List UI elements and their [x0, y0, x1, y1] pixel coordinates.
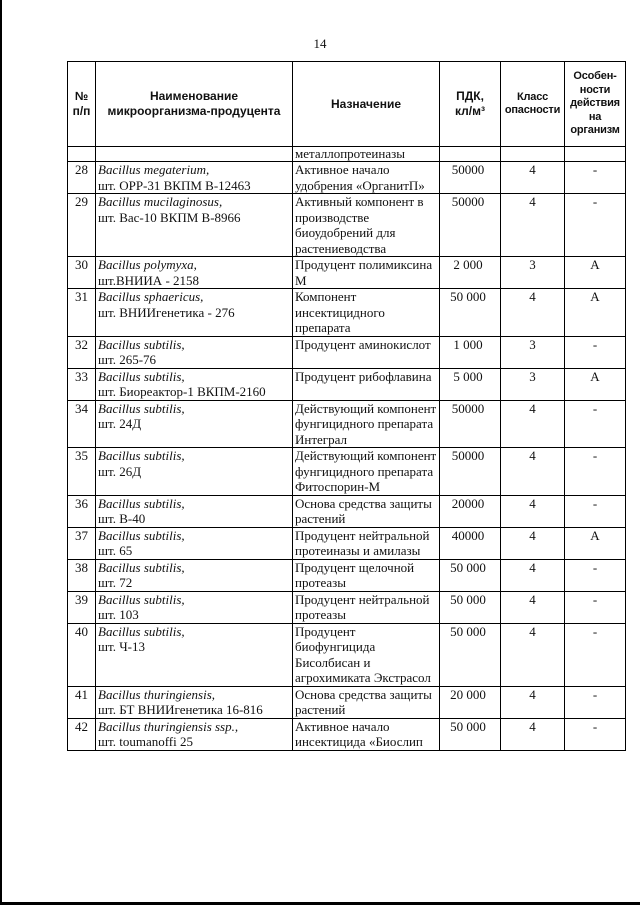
- microorganism-table: [67, 61, 626, 751]
- cell-number: 30: [68, 257, 96, 289]
- organism-species: Bacillus sphaericus,: [98, 289, 204, 304]
- cell-purpose: Продуцент нейтральной протеиназы и амилазы: [293, 527, 440, 559]
- table-row: [68, 495, 626, 527]
- header-pdk: ПДК, кл/м³: [440, 62, 501, 147]
- cell-purpose: Основа средства защиты растений: [293, 686, 440, 718]
- organism-strain: шт. Биореактор-1 ВКПМ-2160: [98, 384, 266, 399]
- cell-number: 38: [68, 559, 96, 591]
- cell-organism-name: [96, 591, 293, 623]
- organism-strain: шт. БТ ВНИИгенетика 16-816: [98, 702, 263, 717]
- organism-species: Bacillus subtilis,: [98, 336, 185, 352]
- table-row: [68, 686, 626, 718]
- cell-organism-name: [96, 400, 293, 448]
- organism-strain: шт. 24Д: [98, 416, 142, 431]
- organism-strain: шт. Вас-10 ВКПМ В-8966: [98, 209, 241, 225]
- table-row: [68, 559, 626, 591]
- organism-species: Bacillus thuringiensis ssp.,: [98, 718, 239, 734]
- cell-organism-name: [96, 623, 293, 686]
- cell-pdk: 1 000: [440, 336, 501, 368]
- organism-species: Bacillus subtilis,: [98, 591, 185, 607]
- cell-purpose: Основа средства защиты растений: [293, 495, 440, 527]
- organism-strain: шт. 72: [98, 575, 133, 590]
- cell-hazard-class: 4: [501, 718, 565, 750]
- organism-strain: шт.ВНИИА - 2158: [98, 272, 200, 288]
- table-row: [68, 623, 626, 686]
- table-row: [68, 289, 626, 337]
- cell-organism-name: [96, 686, 293, 718]
- cell-pdk: 50 000: [440, 289, 501, 337]
- cell-purpose: Продуцент щелочной протеазы: [293, 559, 440, 591]
- cell-number: 34: [68, 400, 96, 448]
- organism-species: Bacillus subtilis,: [98, 527, 185, 543]
- organism-species: Bacillus subtilis,: [98, 623, 185, 639]
- cell-features: -: [565, 559, 626, 591]
- cell-features: А: [565, 257, 626, 289]
- cell-features: А: [565, 527, 626, 559]
- organism-species: Bacillus megaterium,: [98, 162, 210, 177]
- cell-features: -: [565, 336, 626, 368]
- cell-purpose: Продуцент аминокислот: [293, 336, 440, 368]
- cell-organism-name: [96, 368, 293, 400]
- cell-hazard-class: 4: [501, 162, 565, 194]
- table-row: [68, 448, 626, 496]
- cell-pdk: 5 000: [440, 368, 501, 400]
- cell-purpose: Продуцент полимиксина М: [293, 257, 440, 289]
- cell-organism-name: [96, 718, 293, 750]
- organism-species: Bacillus subtilis,: [98, 495, 185, 511]
- cell-purpose: Активный компонент в производстве биоудобрений для растениеводства: [293, 194, 440, 257]
- table-row: [68, 257, 626, 289]
- continuation-row: [68, 147, 626, 162]
- organism-species: Bacillus subtilis,: [98, 448, 185, 463]
- organism-strain: шт. ВНИИгенетика - 276: [98, 304, 235, 320]
- cell-hazard-class: 4: [501, 194, 565, 257]
- cell-features: -: [565, 591, 626, 623]
- cell-hazard-class: 3: [501, 336, 565, 368]
- table-row: [68, 718, 626, 750]
- cell-purpose: Действующий компонент фунгицидного препарата Фитоспорин-М: [293, 448, 440, 496]
- cell-pdk: 50 000: [440, 623, 501, 686]
- cell-hazard-class: 4: [501, 448, 565, 496]
- cell-purpose: Активное начало инсектицида «Биослип: [293, 718, 440, 750]
- cell-pdk: 50000: [440, 194, 501, 257]
- cell-hazard-class: 4: [501, 591, 565, 623]
- table-row: [68, 400, 626, 448]
- organism-species: Bacillus polymyxa,: [98, 257, 197, 272]
- scan-edge-left: [0, 0, 2, 905]
- header-num: № п/п: [68, 62, 96, 147]
- table-row: [68, 162, 626, 194]
- cell-number: 36: [68, 495, 96, 527]
- cell-purpose: Действующий компонент фунгицидного препарата Интеграл: [293, 400, 440, 448]
- cell-features: А: [565, 368, 626, 400]
- cell-features: -: [565, 495, 626, 527]
- header-purpose: Назначение: [293, 62, 440, 147]
- cell-hazard-class: 3: [501, 257, 565, 289]
- cell-number: 39: [68, 591, 96, 623]
- cell-number: 35: [68, 448, 96, 496]
- table-row: [68, 591, 626, 623]
- table-row: [68, 194, 626, 257]
- header-features: Особен- ности действия на организм: [565, 62, 626, 147]
- cell-purpose: Компонент инсектицидного препарата: [293, 289, 440, 337]
- cell-features: -: [565, 448, 626, 496]
- cell-number: 32: [68, 336, 96, 368]
- cell-number: 42: [68, 718, 96, 750]
- cell-pdk: 50 000: [440, 559, 501, 591]
- cell-organism-name: [96, 194, 293, 257]
- organism-strain: шт. 26Д: [98, 463, 142, 479]
- organism-strain: шт. В-40: [98, 511, 146, 526]
- cell-hazard-class: 3: [501, 368, 565, 400]
- cell-features: -: [565, 194, 626, 257]
- cell-organism-name: [96, 495, 293, 527]
- cell-pdk: 20 000: [440, 686, 501, 718]
- cell-number: 37: [68, 527, 96, 559]
- organism-species: Bacillus subtilis,: [98, 368, 185, 384]
- table-row: [68, 368, 626, 400]
- cell-number: 29: [68, 194, 96, 257]
- cell-pdk: 50 000: [440, 591, 501, 623]
- organism-strain: шт. 103: [98, 607, 139, 622]
- cell-pdk: 50000: [440, 448, 501, 496]
- cell-pdk: 50000: [440, 162, 501, 194]
- organism-strain: шт. 65: [98, 543, 133, 558]
- cell-features: -: [565, 162, 626, 194]
- cell-number: 31: [68, 289, 96, 337]
- organism-species: Bacillus subtilis,: [98, 559, 185, 575]
- cell-organism-name: [96, 289, 293, 337]
- cell-pdk: 50 000: [440, 718, 501, 750]
- table-row: [68, 336, 626, 368]
- cell-purpose: Продуцент биофунгицида Бисолбисан и агрохимиката Экстрасол: [293, 623, 440, 686]
- cell-hazard-class: 4: [501, 623, 565, 686]
- cell-pdk: 40000: [440, 527, 501, 559]
- cell-organism-name: [96, 559, 293, 591]
- cell-hazard-class: 4: [501, 289, 565, 337]
- cell-purpose: Активное начало удобрения «ОрганитП»: [293, 162, 440, 194]
- cell-purpose: металлопротеиназы: [293, 147, 440, 162]
- organism-species: Bacillus mucilaginosus,: [98, 194, 223, 209]
- header-row: [68, 62, 626, 147]
- organism-strain: шт. Ч-13: [98, 639, 145, 654]
- cell-purpose: Продуцент рибофлавина: [293, 368, 440, 400]
- cell-features: -: [565, 400, 626, 448]
- cell-hazard-class: 4: [501, 495, 565, 527]
- cell-organism-name: [96, 162, 293, 194]
- cell-features: -: [565, 686, 626, 718]
- cell-hazard-class: 4: [501, 559, 565, 591]
- cell-number: 33: [68, 368, 96, 400]
- table-row: [68, 527, 626, 559]
- cell-organism-name: [96, 527, 293, 559]
- cell-features: А: [565, 289, 626, 337]
- header-name: Наименование микроорганизма-продуцента: [96, 62, 293, 147]
- cell-organism-name: [96, 448, 293, 496]
- cell-number: 41: [68, 686, 96, 718]
- organism-species: Bacillus thuringiensis,: [98, 686, 215, 702]
- cell-number: 40: [68, 623, 96, 686]
- organism-strain: шт. ОРР-31 ВКПМ В-12463: [98, 177, 251, 193]
- cell-hazard-class: 4: [501, 686, 565, 718]
- cell-organism-name: [96, 336, 293, 368]
- cell-hazard-class: 4: [501, 400, 565, 448]
- page-number: 14: [313, 36, 327, 51]
- cell-purpose: Продуцент нейтральной протеазы: [293, 591, 440, 623]
- header-hazard-class: Класс опасности: [501, 62, 565, 147]
- organism-strain: шт. toumanoffi 25: [98, 734, 193, 749]
- cell-pdk: 2 000: [440, 257, 501, 289]
- organism-strain: шт. 265-76: [98, 352, 157, 367]
- cell-features: -: [565, 718, 626, 750]
- cell-number: 28: [68, 162, 96, 194]
- cell-hazard-class: 4: [501, 527, 565, 559]
- cell-features: -: [565, 623, 626, 686]
- cell-organism-name: [96, 257, 293, 289]
- cell-pdk: 20000: [440, 495, 501, 527]
- cell-pdk: 50000: [440, 400, 501, 448]
- organism-species: Bacillus subtilis,: [98, 400, 185, 416]
